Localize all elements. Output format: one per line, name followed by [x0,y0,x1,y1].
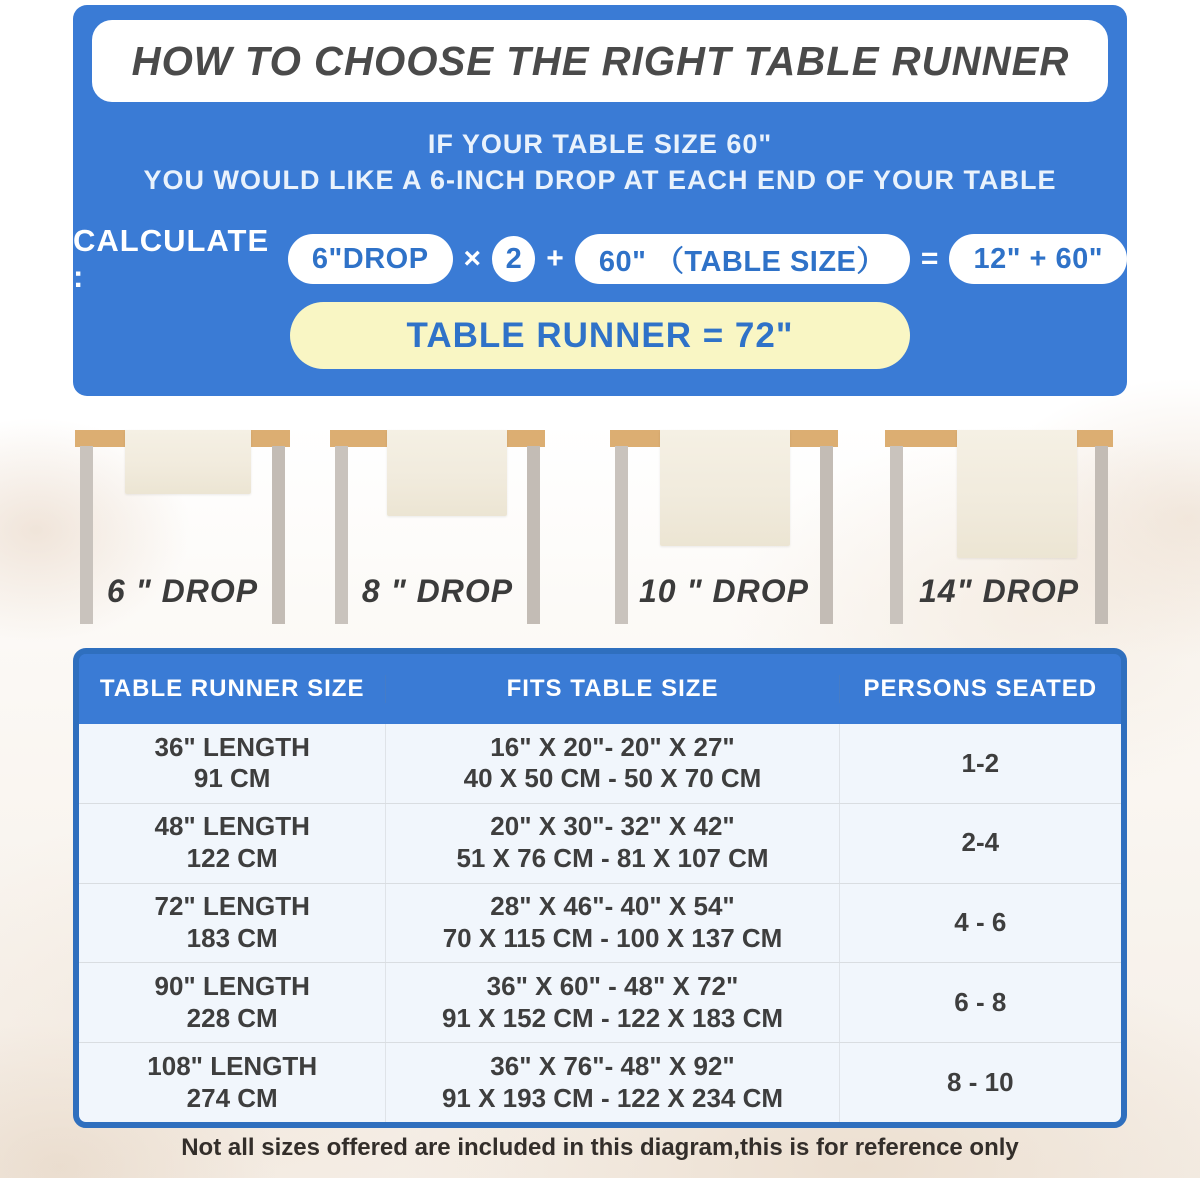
runner-drape [957,430,1077,558]
fits-size-in: 28" X 46"- 40" X 54" [490,891,735,922]
runner-drape [125,430,251,494]
size-table-body [79,724,1121,1122]
result-pill [290,302,910,369]
runner-size-cm: 274 CM [186,1082,278,1113]
multiplier-badge: 2 [492,236,535,282]
persons-count: 8 - 10 [947,1066,1014,1097]
column-header-fits-table-size: FITS TABLE SIZE [386,675,839,703]
column-header-persons-seated: PERSONS SEATED [863,675,1098,702]
table-illustration-10-drop [610,430,838,642]
runner-size-cm: 228 CM [186,1002,278,1033]
runner-drape [660,430,790,546]
size-chart-panel [73,648,1127,1128]
fits-size-cm: 91 X 193 CM - 122 X 234 CM [441,1082,784,1113]
table-illustration-6-drop [75,430,290,642]
sum-pill: 12" + 60" [949,234,1127,284]
runner-size-in: 108" LENGTH [147,1050,318,1081]
fits-size-cm: 91 X 152 CM - 122 X 183 CM [441,1002,784,1033]
table-row [79,883,1121,963]
drop-label: 14" DROP [918,573,1080,609]
table-row [79,1042,1121,1122]
column-header-runner-size: TABLE RUNNER SIZE [79,675,386,703]
page-title: HOW TO CHOOSE THE RIGHT TABLE RUNNER [131,37,1069,84]
result-text: TABLE RUNNER = 72" [406,315,794,355]
table-size-pill: 60" （TABLE SIZE） [575,234,910,284]
fits-size-in: 36" X 60" - 48" X 72" [486,971,739,1002]
runner-size-cm: 122 CM [186,843,278,874]
table-row [79,724,1121,803]
fits-size-in: 20" X 30"- 32" X 42" [490,811,735,842]
table-row [79,803,1121,883]
runner-size-cell [79,724,386,803]
drop-label: 8 " DROP [361,573,514,609]
runner-size-cell [79,1043,386,1122]
runner-drape [387,430,507,516]
table-row [79,962,1121,1042]
drop-label: 10 " DROP [639,573,809,609]
subtitle-line-2: YOU WOULD LIKE A 6-INCH DROP AT EACH END OF YOUR TABLE [143,165,1057,195]
fits-size-cm: 70 X 115 CM - 100 X 137 CM [442,922,783,953]
fits-size-cell [386,963,839,1042]
persons-cell [840,1043,1121,1122]
table-illustration-14-drop [885,430,1113,642]
fits-size-cm: 51 X 76 CM - 81 X 107 CM [456,843,769,874]
runner-size-in: 36" LENGTH [154,731,310,762]
runner-size-in: 48" LENGTH [154,811,310,842]
times-sign: × [463,242,482,275]
runner-size-cell [79,804,386,883]
title-banner [92,20,1108,102]
persons-count: 1-2 [961,747,1000,778]
subtitle-line-1: IF YOUR TABLE SIZE 60" [427,129,773,159]
persons-cell [840,724,1121,803]
runner-size-cell [79,963,386,1042]
table-illustration-8-drop [330,430,545,642]
calculate-label: CALCULATE : [73,223,270,294]
size-chart-header [79,654,1121,724]
drop-pill: 6"DROP [288,234,453,284]
runner-size-in: 90" LENGTH [154,971,310,1002]
fits-size-in: 16" X 20"- 20" X 27" [490,731,735,762]
instruction-panel [73,5,1127,396]
runner-size-cell [79,884,386,963]
calculation-row [73,223,1127,294]
fits-size-cell [386,804,839,883]
persons-cell [840,804,1121,883]
runner-size-cm: 91 CM [193,763,271,794]
persons-cell [840,963,1121,1042]
persons-count: 2-4 [961,827,1000,858]
reference-footnote: Not all sizes offered are included in this diagram,this is for reference only [181,1134,1019,1161]
fits-size-cell [386,884,839,963]
runner-size-cm: 183 CM [186,922,278,953]
plus-sign: + [546,242,564,275]
fits-size-cm: 40 X 50 CM - 50 X 70 CM [463,763,762,794]
persons-count: 6 - 8 [954,986,1007,1017]
fits-size-cell [386,1043,839,1122]
runner-size-in: 72" LENGTH [154,891,310,922]
persons-count: 4 - 6 [954,907,1007,938]
persons-cell [840,884,1121,963]
equals-sign: = [920,242,939,275]
fits-size-in: 36" X 76"- 48" X 92" [490,1050,735,1081]
drop-label: 6 " DROP [106,573,259,609]
fits-size-cell [386,724,839,803]
